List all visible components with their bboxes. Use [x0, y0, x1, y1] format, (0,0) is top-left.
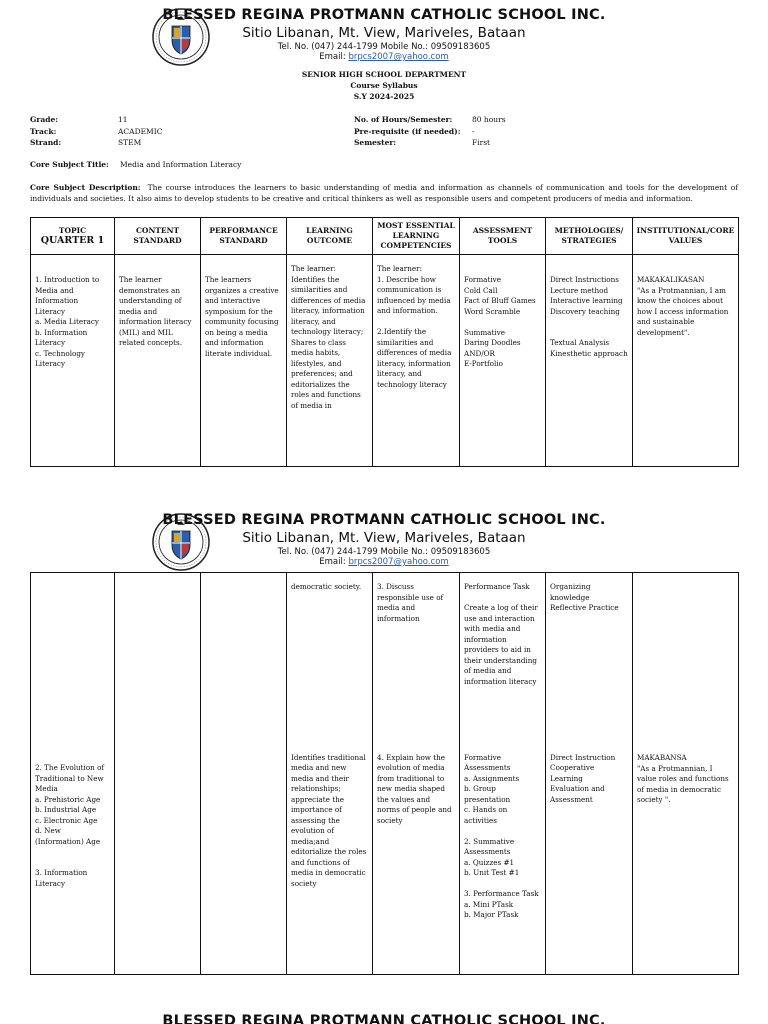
row2-core-values: MAKABANSA "As a Protmannian, I value roles and functions of media in democratic society ".: [637, 753, 729, 804]
row1-core-values: MAKAKALIKASAN "As a Protmannian, I am know the choices about how I access information and sustainable development".: [637, 275, 729, 337]
row2-topic: 2. The Evolution of Traditional to New Media a. Prehistoric Age b. Industrial Age c. Electronic Age d. New (Information) Age 3. Information Literacy: [35, 763, 105, 888]
header-melc: MOST ESSENTIAL LEARNING COMPETENCIES: [373, 218, 460, 255]
row1-assessment: Formative Cold Call Fact of Bluff Games Word Scramble Summative Daring Doodles AND/OR E-Portfolio: [464, 275, 536, 368]
header-performance-standard: PERFORMANCE STANDARD: [201, 218, 287, 255]
row1-methodologies: Direct Instructions Lecture method Interactive learning Discovery teaching Textual Analysis Kinesthetic approach: [550, 275, 628, 358]
hours-label: No. of Hours/Semester:: [354, 115, 453, 124]
track-label: Track:: [30, 127, 57, 136]
row1-content-standard: The learner demonstrates an understanding of media and information literacy (MIL) and MIL related concepts.: [119, 275, 192, 347]
row2b-methodologies: Direct Instruction Cooperative Learning Evaluation and Assessment: [550, 752, 616, 804]
email-link[interactable]: brpcs2007@yahoo.com: [348, 52, 449, 62]
subject-title-label: Core Subject Title:: [30, 160, 109, 169]
school-year: S.Y 2024-2025: [353, 92, 415, 101]
row2a-melc: 3. Discuss responsible use of media and information: [377, 582, 444, 623]
row2b-melc: 4. Explain how the evolution of media from traditional to new media shaped the values and norms of people and society: [377, 752, 452, 825]
letterhead: [0, 505, 768, 569]
row1-topic: 1. Introduction to Media and Information Literacy a. Media Literacy b. Information Literacy c. Technology Literacy: [35, 275, 100, 368]
header-topic-text: TOPIC: [58, 226, 87, 235]
header-learning-outcome: LEARNING OUTCOME: [287, 218, 373, 255]
row2b-learning-outcome: Identifies traditional media and new media and their relationships; appreciate the importance of assessing the evolution of media;and editorialize the roles and functions of media in democratic society: [291, 752, 367, 888]
track-value: ACADEMIC: [118, 127, 163, 136]
prerequisite-value: -: [472, 127, 475, 136]
hours-value: 80 hours: [472, 115, 506, 124]
row1-learning-outcome: The learner: Identifies the similarities and differences of media literacy, information literacy, and technology literacy; Shares to class media habits, lifestyles, and preferences; and editorializes the roles and functions of media in: [291, 264, 366, 410]
school-telephone: Tel. No. (047) 244-1799 Mobile No.: 09509183605: [277, 547, 491, 557]
header-core-values: INSTITUTIONAL/CORE VALUES: [633, 218, 739, 255]
strand-label: Strand:: [30, 138, 62, 147]
school-name: BLESSED REGINA PROTMANN CATHOLIC SCHOOL INC.: [162, 1013, 606, 1024]
semester-label: Semester:: [354, 138, 397, 147]
row2b-assessment: Formative Assessments a. Assignments b. Group presentation c. Hands on activities 2. Summative Assessments a. Quizzes #1 b. Unit Test #1 3. Performance Task a. Mini PTask b. Major PTask: [464, 752, 539, 919]
grade-label: Grade:: [30, 115, 59, 124]
table-row: [31, 573, 739, 743]
row1-melc: The learner: 1. Describe how communication is influenced by media and information. 2.Identify the similarities and differences of media literacy, information literacy, and technology literacy: [377, 264, 452, 389]
school-email-line: [0, 52, 768, 62]
email-label: Email:: [319, 557, 346, 567]
grade-value: 11: [118, 115, 128, 124]
semester-value: First: [472, 138, 491, 147]
letterhead: [0, 0, 768, 64]
row2a-assessment: Performance Task Create a log of their use and interaction with media and information providers to aid in their understanding of media and information literacy: [464, 582, 538, 686]
prerequisite-label: Pre-requisite (if needed):: [354, 127, 461, 136]
syllabus-page-2: [0, 505, 768, 985]
header-quarter: QUARTER 1: [40, 235, 105, 246]
header-topic: [31, 218, 115, 255]
school-telephone: Tel. No. (047) 244-1799 Mobile No.: 09509183605: [277, 42, 491, 52]
document-title: Course Syllabus: [350, 81, 418, 90]
school-address: Sitio Libanan, Mt. View, Mariveles, Bataan: [242, 530, 526, 546]
syllabus-page-3: [0, 1008, 768, 1024]
school-email-line: [0, 557, 768, 567]
table-row: [31, 255, 739, 467]
strand-value: STEM: [118, 138, 142, 147]
row2a-methodologies: Organizing knowledge Reflective Practice: [550, 582, 619, 612]
table-header-row: [31, 218, 739, 255]
email-label: Email:: [319, 52, 346, 62]
school-name: BLESSED REGINA PROTMANN CATHOLIC SCHOOL INC.: [162, 7, 606, 23]
school-address: Sitio Libanan, Mt. View, Mariveles, Bataan: [242, 25, 526, 41]
header-content-standard: CONTENT STANDARD: [115, 218, 201, 255]
syllabus-page-1: [0, 0, 768, 480]
syllabus-table-page-1: [30, 217, 739, 467]
email-link[interactable]: brpcs2007@yahoo.com: [348, 557, 449, 567]
header-assessment-tools: ASSESSMENT TOOLS: [460, 218, 546, 255]
description-label: Core Subject Description:: [30, 183, 141, 192]
description-text: The course introduces the learners to basic understanding of media and information as channels of communication and tools for the development of individuals and societies. It also aims to develop students to be creative and critical thinkers as well as responsible users and competent producers of media and information.: [30, 183, 738, 203]
row2a-learning-outcome: democratic society.: [291, 582, 362, 591]
syllabus-table-page-2: [30, 572, 739, 975]
department-name: SENIOR HIGH SCHOOL DEPARTMENT: [301, 70, 467, 79]
row1-performance-standard: The learners organizes a creative and interactive symposium for the community focusing on being a media and information literate individual.: [205, 275, 279, 358]
subject-description: [30, 183, 738, 204]
school-name: BLESSED REGINA PROTMANN CATHOLIC SCHOOL INC.: [162, 512, 606, 528]
header-methodologies: METHOLOGIES/ STRATEGIES: [546, 218, 633, 255]
subject-title-value: Media and Information Literacy: [120, 160, 242, 169]
